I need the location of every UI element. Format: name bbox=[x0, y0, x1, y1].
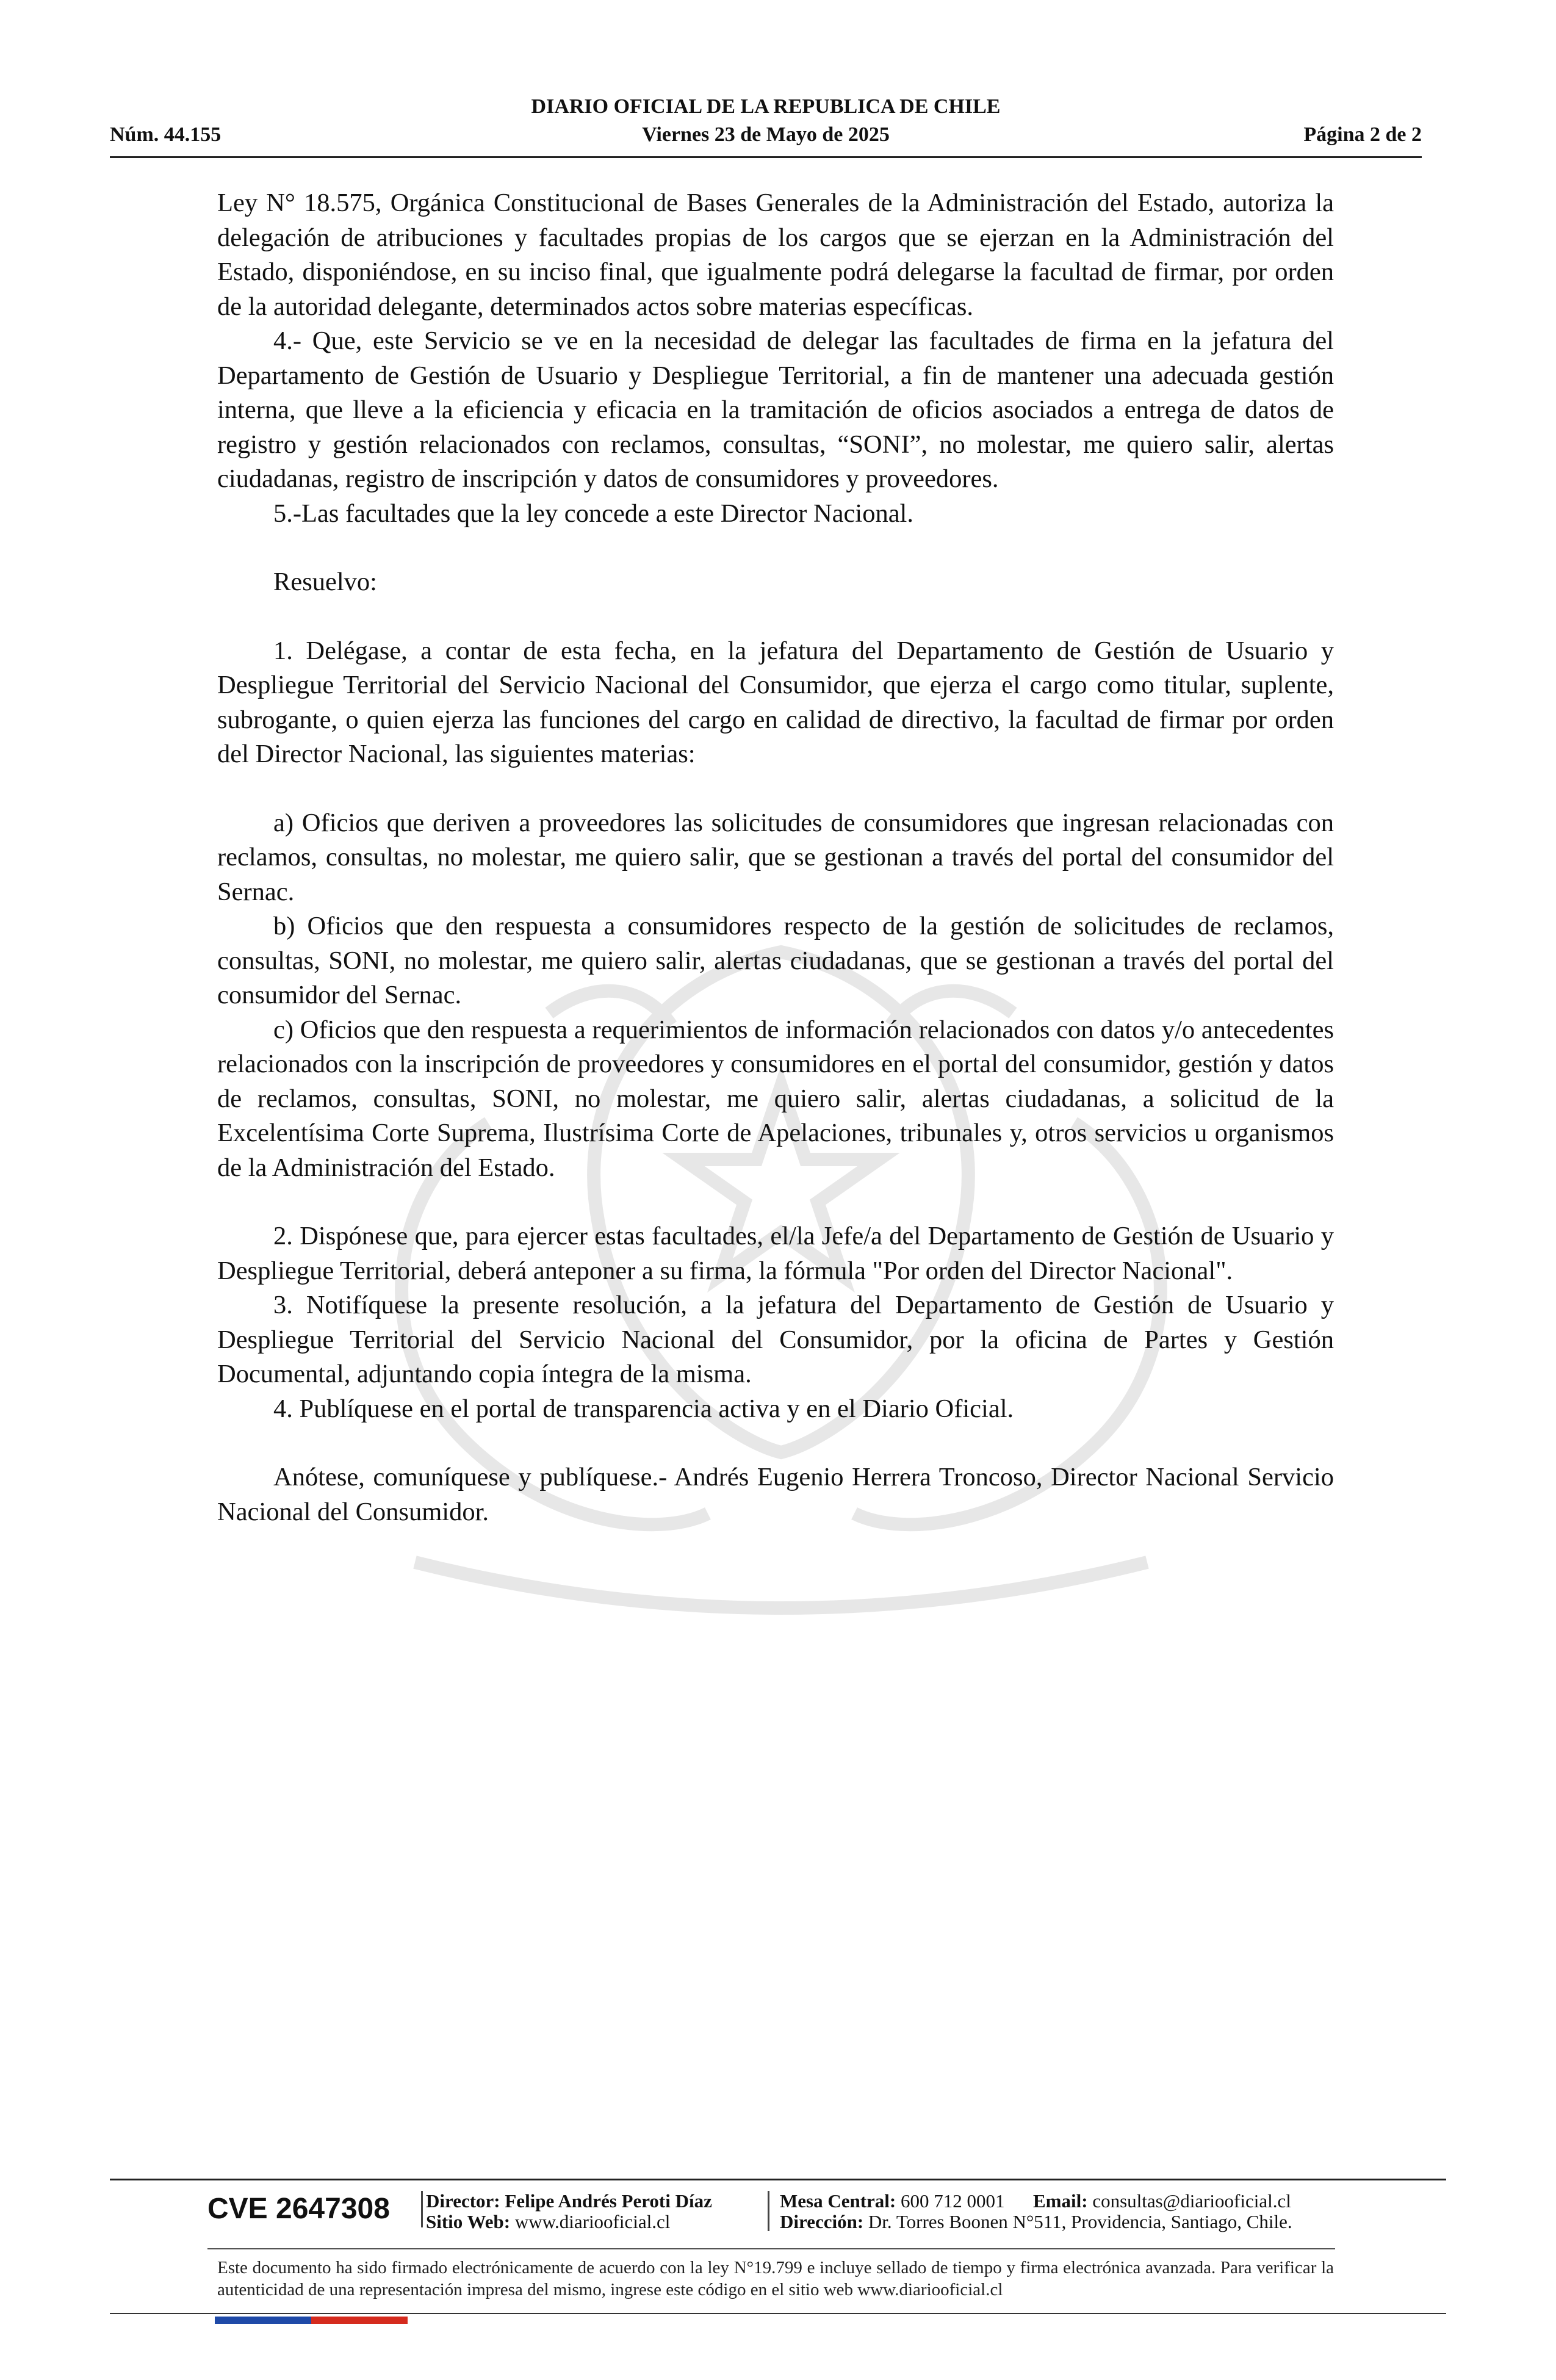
legal-notice: Este documento ha sido firmado electrónicamente de acuerdo con la ley N°19.799 e incluye sellado de tiempo y firma electrónica avanzada. Para verificar la autenticidad de una representación impresa del mismo, ingrese este código en el sitio web www.diariooficial.cl bbox=[217, 2258, 1334, 2299]
resolution-item-b: b) Oficios que den respuesta a consumidores respecto de la gestión de solicitudes de reclamos, consultas, SONI, no molestar, me quiero salir, alertas ciudadanas, que se gestionan a través del portal del consumidor del Sernac. bbox=[217, 912, 1334, 1009]
mesa-central-label: Mesa Central: bbox=[780, 2190, 896, 2212]
mesa-central-phone: 600 712 0001 bbox=[901, 2190, 1005, 2212]
flag-stripe-red bbox=[311, 2317, 408, 2324]
director-name: Felipe Andrés Peroti Díaz bbox=[505, 2190, 712, 2212]
issue-date: Viernes 23 de Mayo de 2025 bbox=[642, 123, 890, 146]
paragraph-ley: Ley N° 18.575, Orgánica Constitucional de Bases Generales de la Administración del Estado, autoriza la delegación de atribuciones y facultades propias de los cargos que se ejerzan en la Administración del Estado, disponiéndose, en su inciso final, que igualmente podrá delegarse la facultad de firmar, por orden de la autoridad delegante, determinados actos sobre materias específicas. bbox=[217, 189, 1334, 321]
page-number: Página 2 de 2 bbox=[1303, 123, 1422, 146]
resolution-item-3: 3. Notifíquese la presente resolución, a la jefatura del Departamento de Gestión de Usuario y Despliegue Territorial del Servicio Nacional del Consumidor, por la oficina de Partes y Gestión Documental, adjuntando copia íntegra de la misma. bbox=[217, 1291, 1334, 1388]
resolution-item-1: 1. Delégase, a contar de esta fecha, en la jefatura del Departamento de Gestión de Usuario y Despliegue Territorial del Servicio Nacional del Consumidor, que ejerza el cargo como titular, suplente, subrogante, o quien ejerza las funciones del cargo en calidad de directivo, la facultad de firmar por orden del Director Nacional, las siguientes materias: bbox=[217, 636, 1334, 768]
contact-line bbox=[780, 2191, 1390, 2212]
director-line bbox=[426, 2191, 768, 2212]
resolution-item-4: 4. Publíquese en el portal de transparencia activa y en el Diario Oficial. bbox=[273, 1394, 1014, 1423]
paragraph-considerando-4: 4.- Que, este Servicio se ve en la necesidad de delegar las facultades de firma en la jefatura del Departamento de Gestión de Usuario y Despliegue Territorial, a fin de mantener una adecuada gestión interna, que lleve a la eficiencia y eficacia en la tramitación de oficios asociados a entrega de datos de registro y gestión relacionados con reclamos, consultas, “SONI”, no molestar, me quiero salir, alertas ciudadanas, registro de inscripción y datos de consumidores y proveedores. bbox=[217, 326, 1334, 493]
footer-divider-bottom bbox=[110, 2313, 1446, 2314]
cve-code: CVE 2647308 bbox=[207, 2191, 423, 2227]
resuelvo-heading: Resuelvo: bbox=[273, 568, 377, 596]
issue-number: Núm. 44.155 bbox=[110, 123, 222, 146]
footer-director-block bbox=[426, 2191, 769, 2231]
resolution-item-a: a) Oficios que deriven a proveedores las solicitudes de consumidores que ingresan relacionadas con reclamos, consultas, no molestar, me quiero salir, que se gestionan a través del portal del consumidor del Sernac. bbox=[217, 808, 1334, 906]
address-text: Dr. Torres Boonen N°511, Providencia, Santiago, Chile. bbox=[868, 2211, 1292, 2232]
address-label: Dirección: bbox=[780, 2211, 864, 2232]
resolution-item-c: c) Oficios que den respuesta a requerimientos de información relacionados con datos y/o antecedentes relacionados con la inscripción de proveedores y consumidores en el portal del consumidor, gestión y datos de reclamos, consultas, SONI, no molestar, me quiero salir, alertas ciudadanas, a solicitud de la Excelentísima Corte Suprema, Ilustrísima Corte de Apelaciones, tribunales y, otros servicios u organismos de la Administración del Estado. bbox=[217, 1015, 1334, 1182]
director-label: Director: bbox=[426, 2190, 500, 2212]
website-link[interactable]: www.diariooficial.cl bbox=[514, 2211, 671, 2232]
footer-divider-top bbox=[110, 2179, 1446, 2180]
resolution-item-2: 2. Dispónese que, para ejercer estas facultades, el/la Jefe/a del Departamento de Gestión de Usuario y Despliegue Territorial, deberá anteponer a su firma, la fórmula "Por orden del Director Nacional". bbox=[217, 1222, 1334, 1285]
newspaper-title: DIARIO OFICIAL DE LA REPUBLICA DE CHILE bbox=[531, 95, 1001, 118]
flag-stripe-blue bbox=[215, 2317, 311, 2324]
email-label: Email: bbox=[1033, 2190, 1088, 2212]
website-line bbox=[426, 2212, 768, 2232]
closing-signature: Anótese, comuníquese y publíquese.- Andrés Eugenio Herrera Troncoso, Director Nacional Servicio Nacional del Consumidor. bbox=[217, 1463, 1334, 1526]
footer-contact-block bbox=[780, 2191, 1390, 2232]
document-body bbox=[217, 186, 1334, 1529]
page-header bbox=[110, 95, 1422, 158]
address-line bbox=[780, 2212, 1390, 2232]
email-link[interactable]: consultas@diariooficial.cl bbox=[1092, 2190, 1291, 2212]
website-label: Sitio Web: bbox=[426, 2211, 511, 2232]
paragraph-considerando-5: 5.-Las facultades que la ley concede a este Director Nacional. bbox=[273, 499, 913, 528]
footer-divider-mid bbox=[207, 2248, 1335, 2249]
